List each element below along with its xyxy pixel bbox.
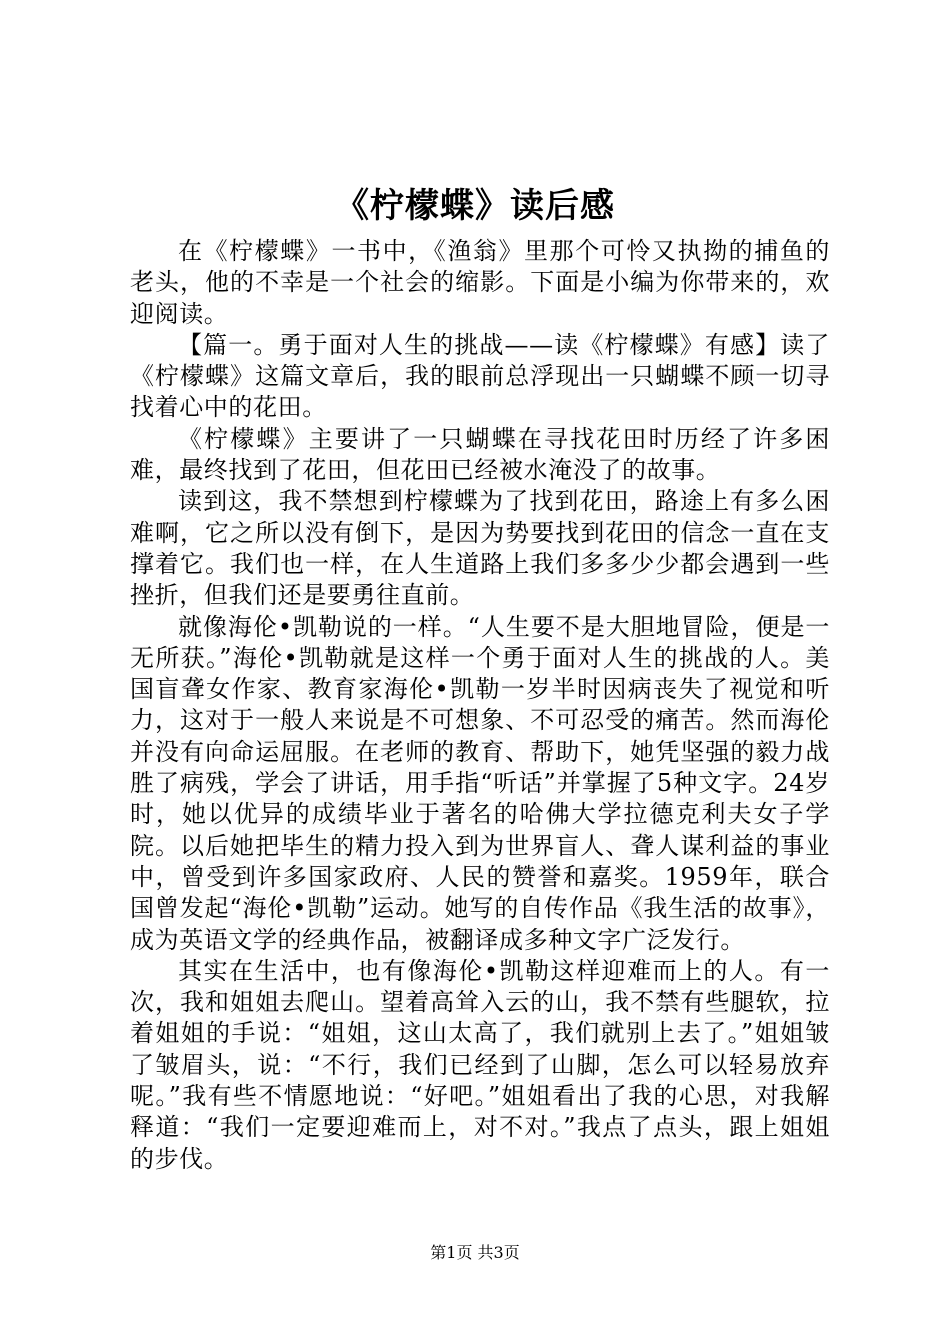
document-body [130, 236, 830, 1175]
document-title: 《柠檬蝶》读后感 [335, 186, 615, 226]
paragraph-personal-story: 其实在生活中，也有像海伦•凯勒这样迎难而上的人。有一次，我和姐姐去爬山。望着高耸入云的山，我不禁有些腿软，拉着姐姐的手说：“姐姐，这山太高了，我们就别上去了。”姐姐皱了皱眉头，说：“不行，我们已经到了山脚，怎么可以轻易放弃呢。”我有些不情愿地说：“好吧。”姐姐看出了我的心思，对我解释道：“我们一定要迎难而上，对不对。”我点了点头，跟上姐姐的步伐。 [130, 956, 830, 1173]
paragraph-summary: 《柠檬蝶》主要讲了一只蝴蝶在寻找花田时历经了许多困难，最终找到了花田，但花田已经被水淹没了的故事。 [130, 424, 830, 485]
paragraph-intro: 在《柠檬蝶》一书中，《渔翁》里那个可怜又执拗的捕鱼的老头，他的不幸是一个社会的缩影。下面是小编为你带来的，欢迎阅读。 [130, 237, 830, 328]
paragraph-section-heading: 【篇一。勇于面对人生的挑战——读《柠檬蝶》有感】读了《柠檬蝶》这篇文章后，我的眼前总浮现出一只蝴蝶不顾一切寻找着心中的花田。 [130, 330, 830, 422]
paragraph-helen-keller: 就像海伦•凯勒说的一样。“人生要不是大胆地冒险，便是一无所获。”海伦•凯勒就是这样一个勇于面对人生的挑战的人。美国盲聋女作家、教育家海伦•凯勒一岁半时因病丧失了视觉和听力，这对于一般人来说是不可想象、不可忍受的痛苦。然而海伦并没有向命运屈服。在老师的教育、帮助下，她凭坚强的毅力战胜了病残，学会了讲话，用手指“听话”并掌握了5种文字。24岁时，她以优异的成绩毕业于著名的哈佛大学拉德克利夫女子学院。以后她把毕生的精力投入到为世界盲人、聋人谋利益的事业中，曾受到许多国家政府、人民的赞誉和嘉奖。1959年，联合国曾发起“海伦•凯勒”运动。她写的自传作品《我生活的故事》，成为英语文学的经典作品，被翻译成多种文字广泛发行。 [130, 612, 830, 954]
paragraph-reflection: 读到这，我不禁想到柠檬蝶为了找到花田，路途上有多么困难啊，它之所以没有倒下，是因为势要找到花田的信念一直在支撑着它。我们也一样，在人生道路上我们多多少少都会遇到一些挫折，但我们还是要勇往直前。 [130, 487, 830, 610]
page-footer: 第1页 共3页 [430, 1243, 520, 1262]
